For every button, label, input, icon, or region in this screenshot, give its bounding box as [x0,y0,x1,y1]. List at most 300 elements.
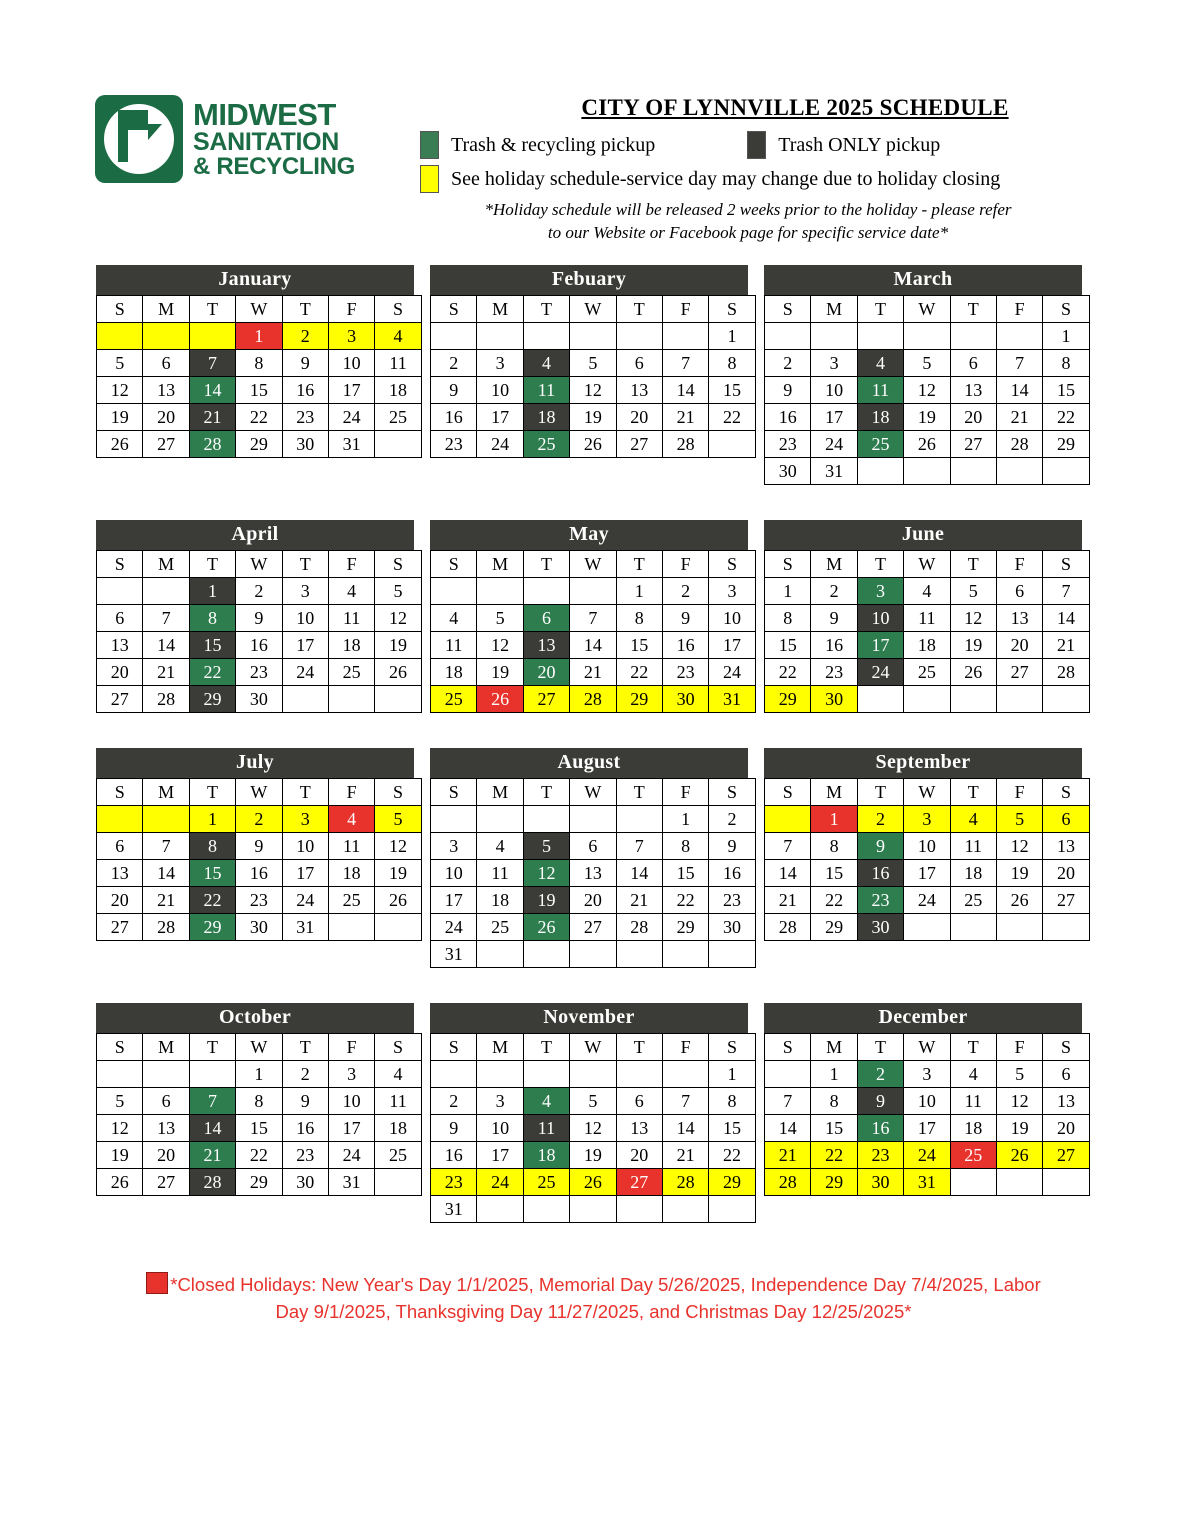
calendar-day: 4 [477,833,523,860]
calendar-day: 10 [328,350,374,377]
calendar-day: 31 [282,914,328,941]
calendar-day: 15 [1043,377,1089,404]
calendar-day: 17 [857,632,903,659]
calendar-cell-blank [477,1196,523,1223]
calendar-cell-blank [904,458,950,485]
calendar-day: 21 [1043,632,1089,659]
calendar-day: 12 [375,833,421,860]
calendar-day: 16 [236,632,282,659]
calendar-day: 11 [328,605,374,632]
month-july [96,748,414,968]
calendar-day: 6 [996,578,1042,605]
calendar-cell-empty [189,1061,235,1088]
weekday-header: T [282,296,328,323]
month-table [764,295,1090,485]
week-row [97,377,422,404]
month-title: April [96,520,414,550]
week-row [431,1142,756,1169]
calendar-cell-empty [1043,1169,1089,1196]
month-table [430,550,756,713]
calendar-day: 28 [1043,659,1089,686]
week-row [431,377,756,404]
calendar-day: 19 [950,632,996,659]
calendar-day: 27 [143,1169,189,1196]
calendar-day: 21 [616,887,662,914]
week-row [97,1115,422,1142]
week-row [431,404,756,431]
week-row [765,686,1090,713]
calendar-day: 24 [904,1142,950,1169]
calendar-day: 6 [523,605,569,632]
calendar-day: 14 [996,377,1042,404]
weekday-header: S [375,1034,421,1061]
calendar-day: 22 [709,1142,755,1169]
calendar-cell-empty [143,578,189,605]
legend-label-trash-only: Trash ONLY pickup [778,133,941,156]
calendar-day: 12 [375,605,421,632]
calendar-day: 14 [1043,605,1089,632]
calendar-day: 1 [1043,323,1089,350]
calendar-day: 4 [523,350,569,377]
week-row [431,632,756,659]
calendar-cell-empty [662,323,708,350]
calendar-cell-blank [996,458,1042,485]
calendar-day: 1 [236,323,282,350]
calendar-cell-blank [950,458,996,485]
calendar-day: 12 [904,377,950,404]
calendar-cell-empty [477,323,523,350]
week-row [431,914,756,941]
calendar-day: 19 [996,860,1042,887]
calendar-day: 20 [950,404,996,431]
calendar-day [97,323,143,350]
calendar-cell-blank [709,431,755,458]
calendar-cell-empty [570,578,616,605]
weekday-header: M [477,551,523,578]
calendar-day: 8 [1043,350,1089,377]
calendar-day: 23 [431,1169,477,1196]
weekday-header: F [662,1034,708,1061]
week-row [97,1142,422,1169]
calendar-day: 24 [477,1169,523,1196]
red-swatch-icon [146,1272,168,1294]
month-title: January [96,265,414,295]
calendar-day: 15 [189,860,235,887]
calendar-day: 3 [431,833,477,860]
calendar-day: 9 [431,1115,477,1142]
week-row [765,404,1090,431]
calendar-day: 6 [143,350,189,377]
calendar-day: 8 [236,1088,282,1115]
calendar-day: 3 [282,578,328,605]
month-title: June [764,520,1082,550]
calendar-day: 19 [570,1142,616,1169]
weekday-header: M [477,1034,523,1061]
calendar-day: 31 [328,431,374,458]
calendar-day: 18 [328,632,374,659]
company-logo-text [193,99,355,179]
calendar-cell-empty [523,806,569,833]
month-table [96,550,422,713]
calendar-day: 23 [236,659,282,686]
yellow-swatch-icon [420,165,439,193]
week-row [765,458,1090,485]
calendar-day: 20 [996,632,1042,659]
week-row [765,431,1090,458]
calendar-day: 21 [662,1142,708,1169]
month-title: November [430,1003,748,1033]
calendar-day: 26 [97,431,143,458]
weekday-header: S [375,296,421,323]
calendar-day: 22 [236,404,282,431]
weekday-header: F [996,1034,1042,1061]
weekday-header: S [765,296,811,323]
calendar-day: 22 [1043,404,1089,431]
calendar-day: 18 [477,887,523,914]
holiday-note-line-1: *Holiday schedule will be released 2 weeks prior to the holiday - please refer [484,200,1012,219]
page-header [0,0,1187,242]
week-row [431,431,756,458]
weekday-header: F [996,296,1042,323]
weekday-header: S [431,779,477,806]
calendar-day: 11 [523,1115,569,1142]
weekday-header: T [523,551,569,578]
calendar-day: 14 [765,860,811,887]
week-row [765,860,1090,887]
calendar-cell-empty [1043,686,1089,713]
month-title: October [96,1003,414,1033]
calendar-day: 25 [328,659,374,686]
calendar-day: 8 [189,833,235,860]
week-row [431,1088,756,1115]
calendar-day: 8 [811,1088,857,1115]
weekday-header: T [857,296,903,323]
week-row [431,941,756,968]
calendar-day: 4 [375,1061,421,1088]
calendar-day: 13 [1043,1088,1089,1115]
week-row [765,1088,1090,1115]
calendar-day: 2 [811,578,857,605]
calendar-day: 10 [709,605,755,632]
calendar-day: 13 [616,377,662,404]
calendar-day: 6 [1043,1061,1089,1088]
calendar-day: 6 [616,1088,662,1115]
weekday-header: M [811,779,857,806]
weekday-header: W [236,296,282,323]
calendar-day: 29 [236,1169,282,1196]
calendar-day: 5 [375,578,421,605]
week-row [431,605,756,632]
calendar-day: 28 [189,1169,235,1196]
week-row [431,323,756,350]
calendar-day: 3 [709,578,755,605]
weekday-header: T [616,779,662,806]
calendar-day: 2 [236,806,282,833]
calendar-cell-blank [709,1196,755,1223]
calendar-day: 9 [236,605,282,632]
weekday-header: M [143,1034,189,1061]
calendar-day: 1 [662,806,708,833]
calendar-day: 18 [375,377,421,404]
week-row [765,887,1090,914]
calendar-cell-blank [1043,458,1089,485]
calendar-cell-empty [431,578,477,605]
calendar-day: 26 [904,431,950,458]
calendar-day: 6 [950,350,996,377]
calendar-day: 21 [765,887,811,914]
calendar-day: 7 [616,833,662,860]
closed-holidays-line-2: Day 9/1/2025, Thanksgiving Day 11/27/2025, and Christmas Day 12/25/2025* [275,1300,912,1322]
calendar-day: 30 [857,914,903,941]
weekday-header: S [97,551,143,578]
calendar-cell-blank [616,941,662,968]
calendar-cell-empty [328,686,374,713]
calendar-day: 7 [765,1088,811,1115]
calendar-day: 13 [143,1115,189,1142]
weekday-header: F [328,1034,374,1061]
calendar-day: 19 [996,1115,1042,1142]
company-logo [95,95,415,183]
calendar-day: 26 [570,1169,616,1196]
calendar-day: 11 [950,1088,996,1115]
holiday-note-line-2: to our Website or Facebook page for specific service date* [547,222,949,242]
calendar-day: 14 [143,860,189,887]
calendar-day: 29 [811,1169,857,1196]
calendar-day: 7 [1043,578,1089,605]
weekday-header: T [950,1034,996,1061]
calendar-day: 17 [282,632,328,659]
weekday-header: W [570,1034,616,1061]
calendar-day: 5 [570,1088,616,1115]
calendar-cell-empty [857,323,903,350]
calendar-day: 15 [616,632,662,659]
calendar-day: 18 [904,632,950,659]
weekday-header: S [1043,1034,1089,1061]
calendar-day: 9 [857,833,903,860]
calendar-day: 31 [431,1196,477,1223]
week-row [431,686,756,713]
calendar-day: 17 [477,1142,523,1169]
calendar-day: 22 [189,659,235,686]
calendar-day: 6 [97,605,143,632]
calendar-day: 27 [570,914,616,941]
calendar-day: 9 [857,1088,903,1115]
calendar-day: 16 [282,377,328,404]
week-row [765,659,1090,686]
calendar-day: 28 [143,914,189,941]
calendar-day: 29 [189,914,235,941]
weekday-header: S [709,779,755,806]
calendar-day: 21 [143,659,189,686]
weekday-header: T [523,779,569,806]
calendar-day: 15 [709,1115,755,1142]
calendar-day: 9 [282,1088,328,1115]
calendar-cell-empty [375,1169,421,1196]
calendar-day: 17 [904,860,950,887]
weekday-header: T [950,551,996,578]
week-row [97,806,422,833]
month-table [430,778,756,968]
closed-holidays-line-1: *Closed Holidays: New Year's Day 1/1/2025, Memorial Day 5/26/2025, Independence Day 7/4/2025, Labor [170,1274,1041,1295]
calendar-day: 26 [375,659,421,686]
calendar-day: 4 [523,1088,569,1115]
calendar-day: 25 [328,887,374,914]
calendar-day: 25 [950,1142,996,1169]
calendar-day: 20 [97,659,143,686]
calendar-day: 5 [950,578,996,605]
calendar-day: 24 [477,431,523,458]
calendar-day: 8 [236,350,282,377]
week-row [97,578,422,605]
calendar-day: 16 [811,632,857,659]
weekday-header: F [328,551,374,578]
calendar-day: 30 [709,914,755,941]
month-table [764,550,1090,713]
weekday-header: T [282,1034,328,1061]
week-row [97,431,422,458]
week-row [431,1169,756,1196]
calendar-day: 3 [857,578,903,605]
week-row [97,404,422,431]
calendar-day: 27 [1043,1142,1089,1169]
calendar-day: 3 [282,806,328,833]
weekday-header: T [282,551,328,578]
calendar-day: 19 [375,860,421,887]
calendar-day: 5 [996,1061,1042,1088]
calendar-day: 11 [477,860,523,887]
month-may [430,520,748,713]
calendar-cell-empty [97,578,143,605]
week-row [765,1142,1090,1169]
calendar-day: 26 [523,914,569,941]
calendar-day: 4 [375,323,421,350]
weekday-header: S [97,296,143,323]
calendar-day: 23 [857,1142,903,1169]
calendar-day [189,323,235,350]
week-row [97,1088,422,1115]
week-row [765,806,1090,833]
weekday-header: T [523,1034,569,1061]
calendar-day: 24 [904,887,950,914]
calendar-day: 31 [709,686,755,713]
calendar-day: 4 [950,806,996,833]
calendar-day: 12 [570,1115,616,1142]
calendar-day: 25 [477,914,523,941]
calendar-day [143,806,189,833]
weekday-header: W [904,779,950,806]
calendar-day: 15 [811,860,857,887]
week-row [765,1115,1090,1142]
calendar-day: 9 [662,605,708,632]
calendar-day: 7 [996,350,1042,377]
calendar-day: 13 [1043,833,1089,860]
calendar-day: 16 [857,860,903,887]
calendar-day: 17 [431,887,477,914]
calendar-day: 10 [431,860,477,887]
calendar-day: 29 [616,686,662,713]
weekday-header: S [97,779,143,806]
calendar-day: 26 [570,431,616,458]
calendar-day: 23 [765,431,811,458]
calendar-day: 22 [811,1142,857,1169]
calendar-day: 19 [904,404,950,431]
calendar-day: 13 [97,632,143,659]
calendar-day: 3 [904,1061,950,1088]
weekday-header: W [570,296,616,323]
calendar-cell-empty [765,323,811,350]
calendar-day: 28 [616,914,662,941]
week-row [431,887,756,914]
calendar-day: 1 [811,806,857,833]
month-title: August [430,748,748,778]
calendar-cell-blank [709,941,755,968]
calendar-day: 23 [709,887,755,914]
month-january [96,265,414,485]
calendar-day: 1 [709,1061,755,1088]
calendar-day: 4 [857,350,903,377]
calendar-day: 25 [857,431,903,458]
calendar-day: 8 [662,833,708,860]
calendar-day: 16 [282,1115,328,1142]
calendar-day: 14 [616,860,662,887]
calendar-day: 22 [765,659,811,686]
weekday-header: S [375,551,421,578]
weekday-header: T [950,296,996,323]
calendar-day: 21 [765,1142,811,1169]
calendar-day: 13 [143,377,189,404]
calendar-day: 17 [811,404,857,431]
calendar-day: 14 [143,632,189,659]
week-row [765,350,1090,377]
calendar-day: 20 [570,887,616,914]
calendar-day: 15 [709,377,755,404]
calendar-day: 16 [431,1142,477,1169]
calendar-day: 17 [328,377,374,404]
week-row [765,833,1090,860]
month-november [430,1003,748,1223]
calendar-day: 4 [431,605,477,632]
calendar-day: 10 [282,605,328,632]
logo-line-3: & RECYCLING [193,153,356,180]
calendar-day: 20 [616,404,662,431]
weekday-header: S [709,296,755,323]
calendar-day: 5 [375,806,421,833]
calendar-day: 30 [662,686,708,713]
week-row [765,1061,1090,1088]
calendar-day: 3 [477,1088,523,1115]
calendar-day: 23 [282,1142,328,1169]
calendar-day: 27 [616,1169,662,1196]
calendar-cell-empty [523,578,569,605]
calendar-grid [96,265,1096,1223]
calendar-day: 21 [996,404,1042,431]
calendar-cell-empty [282,686,328,713]
calendar-cell-empty [616,1061,662,1088]
calendar-day: 21 [143,887,189,914]
week-row [431,1061,756,1088]
calendar-day: 21 [662,404,708,431]
week-row [431,1115,756,1142]
calendar-day: 22 [709,404,755,431]
calendar-day: 15 [662,860,708,887]
month-title: March [764,265,1082,295]
calendar-day: 7 [765,833,811,860]
calendar-day: 7 [570,605,616,632]
calendar-day: 29 [189,686,235,713]
calendar-day [765,806,811,833]
calendar-day: 24 [709,659,755,686]
calendar-cell-empty [1043,914,1089,941]
